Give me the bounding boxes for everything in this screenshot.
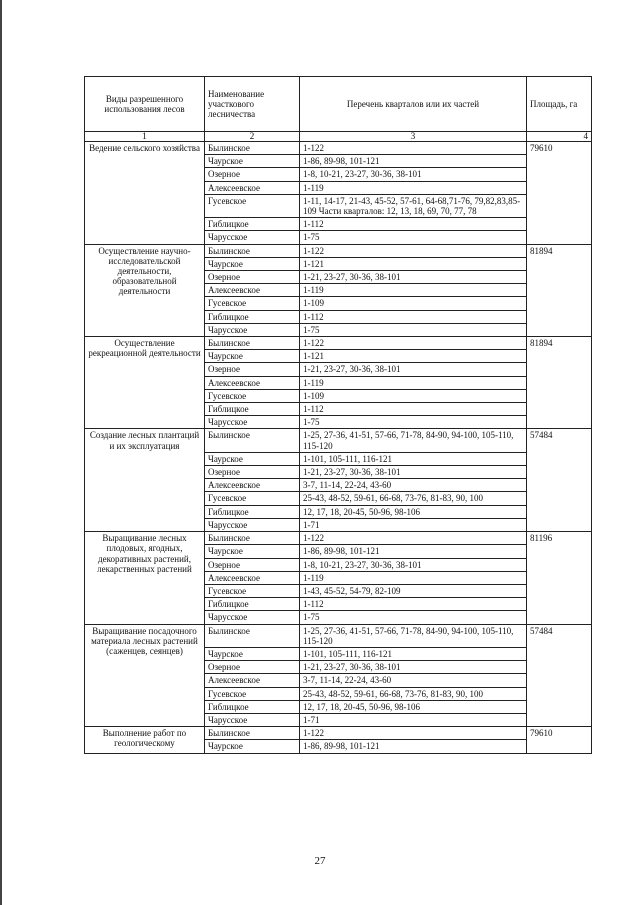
use-type-cell: Ведение сельского хозяйства xyxy=(85,142,205,245)
forestry-cell: Озерное xyxy=(205,271,300,284)
quarters-cell: 1-122 xyxy=(300,532,527,545)
table-row xyxy=(85,142,592,155)
quarters-cell: 1-71 xyxy=(300,518,527,531)
quarters-cell: 1-119 xyxy=(300,284,527,297)
forestry-cell: Алексеевское xyxy=(205,674,300,687)
table-row xyxy=(85,429,592,452)
forestry-cell: Чарусское xyxy=(205,231,300,244)
forestry-cell: Чаурское xyxy=(205,257,300,270)
table-row xyxy=(85,532,592,545)
quarters-cell: 1-75 xyxy=(300,416,527,429)
quarters-cell: 1-119 xyxy=(300,376,527,389)
forestry-cell: Былинское xyxy=(205,532,300,545)
header-use-type: Виды разрешенного использования лесов xyxy=(85,77,205,132)
forestry-cell: Алексеевское xyxy=(205,181,300,194)
quarters-cell: 25-43, 48-52, 59-61, 66-68, 73-76, 81-83, 90, 100 xyxy=(300,687,527,700)
forestry-cell: Чарусское xyxy=(205,416,300,429)
quarters-cell: 1-121 xyxy=(300,350,527,363)
table-body xyxy=(85,142,592,754)
column-number: 1 xyxy=(85,132,205,142)
quarters-cell: 1-109 xyxy=(300,297,527,310)
use-type-cell: Осуществление научно-исследовательской деятельности, образовательной деятельности xyxy=(85,244,205,336)
table-row xyxy=(85,727,592,740)
area-cell: 79610 xyxy=(527,727,592,753)
quarters-cell: 1-75 xyxy=(300,231,527,244)
forestry-cell: Озерное xyxy=(205,661,300,674)
quarters-cell: 1-8, 10-21, 23-27, 30-36, 38-101 xyxy=(300,558,527,571)
column-number: 3 xyxy=(300,132,527,142)
quarters-cell: 1-121 xyxy=(300,257,527,270)
forestry-cell: Гиблицкое xyxy=(205,598,300,611)
quarters-cell: 1-86, 89-98, 101-121 xyxy=(300,155,527,168)
use-type-cell: Осуществление рекреационной деятельности xyxy=(85,337,205,429)
header-quarters: Перечень кварталов или их частей xyxy=(300,77,527,132)
forestry-cell: Озерное xyxy=(205,558,300,571)
quarters-cell: 1-8, 10-21, 23-27, 30-36, 38-101 xyxy=(300,168,527,181)
quarters-cell: 1-101, 105-111, 116-121 xyxy=(300,452,527,465)
forestry-cell: Озерное xyxy=(205,168,300,181)
quarters-cell: 1-119 xyxy=(300,571,527,584)
quarters-cell: 3-7, 11-14, 22-24, 43-60 xyxy=(300,674,527,687)
forestry-cell: Гиблицкое xyxy=(205,505,300,518)
table-row xyxy=(85,244,592,257)
quarters-cell: 1-122 xyxy=(300,142,527,155)
area-cell: 57484 xyxy=(527,429,592,532)
quarters-cell: 1-122 xyxy=(300,727,527,740)
forestry-cell: Чаурское xyxy=(205,350,300,363)
use-type-cell: Создание лесных плантаций и их эксплуатация xyxy=(85,429,205,532)
quarters-cell: 1-112 xyxy=(300,310,527,323)
quarters-cell: 1-71 xyxy=(300,713,527,726)
header-area: Площадь, га xyxy=(527,77,592,132)
quarters-cell: 1-25, 27-36, 41-51, 57-66, 71-78, 84-90, 94-100, 105-110, 115-120 xyxy=(300,429,527,452)
quarters-cell: 1-109 xyxy=(300,389,527,402)
forestry-cell: Чарусское xyxy=(205,323,300,336)
forestry-cell: Озерное xyxy=(205,363,300,376)
area-cell: 81894 xyxy=(527,244,592,336)
quarters-cell: 1-122 xyxy=(300,244,527,257)
area-cell: 57484 xyxy=(527,624,592,727)
column-number: 2 xyxy=(205,132,300,142)
area-cell: 79610 xyxy=(527,142,592,245)
table-row xyxy=(85,624,592,647)
forestry-cell: Гиблицкое xyxy=(205,310,300,323)
forestry-cell: Чаурское xyxy=(205,740,300,753)
quarters-cell: 1-21, 23-27, 30-36, 38-101 xyxy=(300,466,527,479)
quarters-cell: 1-11, 14-17, 21-43, 45-52, 57-61, 64-68,71-76, 79,82,83,85-109 Части кварталов: 12, 13, 18, 69, 70, 77, 78 xyxy=(300,194,527,217)
forestry-cell: Былинское xyxy=(205,727,300,740)
forestry-cell: Гусевское xyxy=(205,687,300,700)
forestry-cell: Чарусское xyxy=(205,611,300,624)
use-type-cell: Выращивание посадочного материала лесных растений (саженцев, сеянцев) xyxy=(85,624,205,727)
forestry-cell: Алексеевское xyxy=(205,376,300,389)
quarters-cell: 1-21, 23-27, 30-36, 38-101 xyxy=(300,363,527,376)
quarters-cell: 1-112 xyxy=(300,218,527,231)
table-row xyxy=(85,337,592,350)
forestry-cell: Гусевское xyxy=(205,389,300,402)
forestry-cell: Чаурское xyxy=(205,452,300,465)
column-number: 4 xyxy=(527,132,592,142)
forestry-cell: Чаурское xyxy=(205,155,300,168)
quarters-cell: 1-75 xyxy=(300,323,527,336)
forestry-cell: Чарусское xyxy=(205,518,300,531)
area-cell: 81894 xyxy=(527,337,592,429)
forestry-cell: Гусевское xyxy=(205,297,300,310)
forestry-cell: Чаурское xyxy=(205,647,300,660)
page-left-edge xyxy=(0,0,2,905)
quarters-cell: 1-112 xyxy=(300,403,527,416)
forestry-cell: Алексеевское xyxy=(205,479,300,492)
quarters-cell: 1-122 xyxy=(300,337,527,350)
quarters-cell: 1-86, 89-98, 101-121 xyxy=(300,545,527,558)
forestry-cell: Былинское xyxy=(205,244,300,257)
quarters-cell: 1-119 xyxy=(300,181,527,194)
page-number: 27 xyxy=(314,855,326,867)
use-type-cell: Выполнение работ по геологическому xyxy=(85,727,205,753)
quarters-cell: 25-43, 48-52, 59-61, 66-68, 73-76, 81-83, 90, 100 xyxy=(300,492,527,505)
quarters-cell: 1-75 xyxy=(300,611,527,624)
forestry-cell: Былинское xyxy=(205,337,300,350)
forestry-cell: Былинское xyxy=(205,142,300,155)
column-number-row xyxy=(85,132,592,142)
forestry-cell: Гиблицкое xyxy=(205,700,300,713)
forestry-cell: Алексеевское xyxy=(205,284,300,297)
quarters-cell: 1-101, 105-111, 116-121 xyxy=(300,647,527,660)
quarters-cell: 1-43, 45-52, 54-79, 82-109 xyxy=(300,584,527,597)
forestry-cell: Алексеевское xyxy=(205,571,300,584)
quarters-cell: 1-21, 23-27, 30-36, 38-101 xyxy=(300,271,527,284)
forestry-cell: Гиблицкое xyxy=(205,218,300,231)
quarters-cell: 12, 17, 18, 20-45, 50-96, 98-106 xyxy=(300,505,527,518)
quarters-cell: 12, 17, 18, 20-45, 50-96, 98-106 xyxy=(300,700,527,713)
quarters-cell: 1-25, 27-36, 41-51, 57-66, 71-78, 84-90, 94-100, 105-110, 115-120 xyxy=(300,624,527,647)
forestry-cell: Гусевское xyxy=(205,492,300,505)
forestry-cell: Былинское xyxy=(205,624,300,647)
forestry-cell: Гусевское xyxy=(205,584,300,597)
forestry-cell: Гусевское xyxy=(205,194,300,217)
forestry-cell: Чаурское xyxy=(205,545,300,558)
quarters-cell: 1-86, 89-98, 101-121 xyxy=(300,740,527,753)
quarters-cell: 3-7, 11-14, 22-24, 43-60 xyxy=(300,479,527,492)
header-row xyxy=(85,77,592,132)
forestry-cell: Былинское xyxy=(205,429,300,452)
forest-use-table xyxy=(84,76,592,754)
forestry-cell: Гиблицкое xyxy=(205,403,300,416)
quarters-cell: 1-112 xyxy=(300,598,527,611)
forestry-cell: Озерное xyxy=(205,466,300,479)
use-type-cell: Выращивание лесных плодовых, ягодных, декоративных растений, лекарственных растений xyxy=(85,532,205,624)
header-forestry: Наименование участкового лесничества xyxy=(205,77,300,132)
quarters-cell: 1-21, 23-27, 30-36, 38-101 xyxy=(300,661,527,674)
forestry-cell: Чарусское xyxy=(205,713,300,726)
area-cell: 81196 xyxy=(527,532,592,624)
